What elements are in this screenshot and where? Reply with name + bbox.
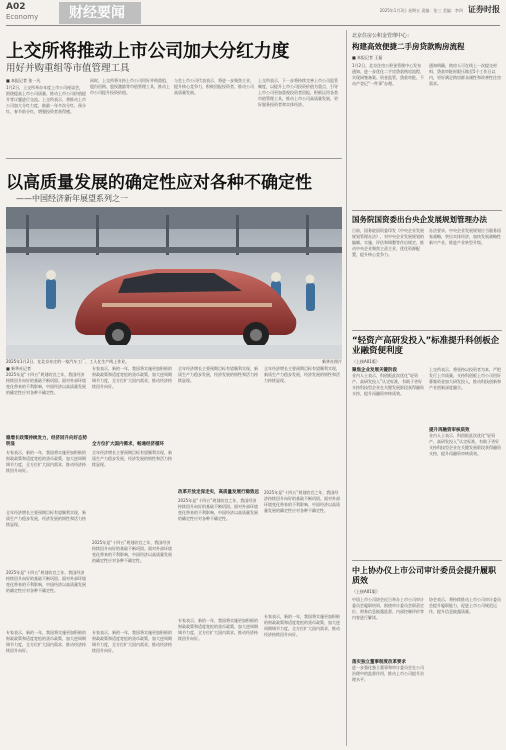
section-label: Economy bbox=[6, 13, 39, 21]
story1-kicker: 北京住房公积金管理中心： bbox=[352, 33, 413, 39]
story3-subhead-1: 聚焦企业发展关键阶段 bbox=[352, 368, 397, 373]
feature-subheadline: ——中国经济新年展望系列之一 bbox=[16, 194, 128, 203]
story-audit-committee bbox=[352, 566, 502, 747]
feature-para-9: 2025年是“十四五”规划收官之年，我国经济持续回升向好的基础不断巩固。面对外部环境变化带来的不利影响，中国经济以高质量发展的确定性应对各种不确定性。 bbox=[178, 498, 258, 521]
story3-dateline: （上接A01版） bbox=[352, 359, 380, 364]
car-factory-image bbox=[6, 207, 342, 359]
story1-byline: ■ 本报记者 王磊 bbox=[352, 55, 383, 60]
story3-para-1: 业内人士表示，科创板此次优化“轻资产、高研发投入”认定标准，有助于更好支持科技型企业在关键发展阶段获得融资支持，提升再融资审核质效。 bbox=[352, 373, 424, 396]
story4-box-title: 落实独立董事制度改革要求 bbox=[352, 660, 406, 665]
feature-para-4: 专家表示，新的一年，我国将实施更加积极的财政政策和适度宽松的货币政策，加大逆周期调节力度，全方位扩大国内需求，推动经济持续回升向好。 bbox=[92, 366, 172, 389]
story-soe-planning bbox=[352, 214, 502, 328]
feature-para-8: 全年经济增长主要预期目标有望顺利实现，新质生产力稳步发展，经济发展的韧性和活力持续显现。 bbox=[178, 366, 258, 383]
story2-para-2: 办法要求，中央企业发展规划应当服务国家战略，突出实体经济，加快发展战略性新兴产业，推进产业转型升级。 bbox=[429, 228, 501, 245]
logo: 证券时报 bbox=[468, 4, 500, 14]
rail-divider-3 bbox=[352, 560, 502, 561]
story1-headline: 构建高效便捷二手房贷款购房流程 bbox=[352, 42, 465, 51]
story2-headline: 国务院国资委出台央企发展规划管理办法 bbox=[352, 215, 487, 224]
photo-credit: 新华社图片 bbox=[322, 359, 342, 364]
story3-subhead-2: 提升再融资审核质效 bbox=[429, 428, 470, 433]
story4-para-1: 中国上市公司协会近日举办上市公司审计委员会履职培训，围绕审计委员会职责定位、财务信息披露监督、内部控制评价等内容进行解读。 bbox=[352, 597, 424, 620]
lead-col-4 bbox=[258, 78, 340, 155]
feature-col-3 bbox=[178, 366, 260, 746]
rail-divider-2 bbox=[352, 330, 502, 331]
section-title: 财经要闻 bbox=[59, 2, 141, 24]
feature-para-13: 专家表示，新的一年，我国将实施更加积极的财政政策和适度宽松的货币政策，加大逆周期调节力度，全方位扩大国内需求，推动经济持续回升向好。 bbox=[264, 614, 340, 637]
feature-para-2: 专家表示，新的一年，我国将实施更加积极的财政政策和适度宽松的货币政策，加大逆周期调节力度，全方位扩大国内需求，推动经济持续回升向好。 bbox=[6, 450, 86, 473]
story3-para-3: 业内人士表示，科创板此次优化“轻资产、高研发投入”认定标准，有助于更好支持科技型企业在关键发展阶段获得融资支持，提升再融资审核质效。 bbox=[429, 433, 501, 456]
lead-para-3: 与会上市公司代表表示，将进一步聚焦主业，提升核心竞争力，积极回报投资者，推动公司高质量发展。 bbox=[174, 78, 254, 95]
lead-headline: 上交所将推动上市公司加大分红力度 bbox=[6, 41, 290, 62]
feature-para-1: 2025年是“十四五”规划收官之年，我国经济持续回升向好的基础不断巩固。面对外部环境变化带来的不利影响，中国经济以高质量发展的确定性应对各种不确定性。 bbox=[6, 372, 86, 395]
lead-col-2 bbox=[90, 78, 170, 155]
story4-box-body: 进一步强化独立董事和审计委员会在公司治理中的监督作用，推动上市公司提升治理水平。 bbox=[352, 665, 424, 682]
story4-dateline: （上接A01版） bbox=[352, 589, 380, 594]
header-rule bbox=[6, 25, 500, 26]
lead-subheadline: 用好并购重组等市值管理工具 bbox=[6, 63, 130, 74]
feature-para-1b: 2025年是“十四五”规划收官之年，我国经济持续回升向好的基础不断巩固。面对外部环境变化带来的不利影响，中国经济以高质量发展的确定性应对各种不确定性。 bbox=[6, 570, 86, 593]
feature-headline: 以高质量发展的确定性应对各种不确定性 bbox=[6, 173, 312, 193]
feature-para-12: 2025年是“十四五”规划收官之年，我国经济持续回升向好的基础不断巩固。面对外部环境变化带来的不利影响，中国经济以高质量发展的确定性应对各种不确定性。 bbox=[264, 490, 340, 513]
story2-para-1: 日前，国务院国资委印发《中央企业发展规划管理办法》，对中央企业发展规划的编制、实施、评估和调整等作出规定，推动中央企业聚焦主责主业，优化资源配置，提升核心竞争力。 bbox=[352, 228, 424, 257]
story3-para-2: 上交所表示，将坚持以投资者为本，严把发行上市质量，支持科创板上市公司用好募集资金加大研发投入，推动科技创新和产业创新深度融合。 bbox=[429, 367, 501, 390]
lead-para-1: 1月2日，上交所举办年度上市公司座谈会，围绕提高上市公司质量、推动上市公司价值提升等议题进行交流。上交所表示，将推动上市公司加大分红力度，鼓励一年多次分红、预分红、春节前分红，增强投资者获得感。 bbox=[6, 85, 86, 114]
feature-para-6: 2025年是“十四五”规划收官之年，我国经济持续回升向好的基础不断巩固。面对外部环境变化带来的不利影响，中国经济以高质量发展的确定性应对各种不确定性。 bbox=[92, 540, 172, 563]
lead-col-3 bbox=[174, 78, 254, 155]
feature-para-10: 专家表示，新的一年，我国将实施更加积极的财政政策和适度宽松的货币政策，加大逆周期调节力度，全方位扩大国内需求，推动经济持续回升向好。 bbox=[178, 618, 258, 641]
lead-para-4: 上交所表示，下一步将持续完善上市公司监管制度，以提升上市公司投资价值为重点，引导上市公司更加重视投资者回报，积极运用各类市值管理工具，推动上市公司高质量发展，更好服务投资者和实体经济。 bbox=[258, 78, 338, 107]
feature-byline: ■ 新华社记者 bbox=[6, 366, 32, 371]
rail-divider-1 bbox=[352, 210, 502, 211]
feature-subhead-2: 全方位扩大国内需求，畅通经济循环 bbox=[92, 442, 164, 447]
feature-subhead-1: 稳增长政策持续发力，经济回升向好态势明显 bbox=[6, 436, 87, 447]
feature-para-11: 全年经济增长主要预期目标有望顺利实现，新质生产力稳步发展，经济发展的韧性和活力持续显现。 bbox=[264, 366, 340, 383]
lead-byline: ■ 本报记者 张一凡 bbox=[6, 78, 41, 83]
feature-col-4 bbox=[264, 366, 342, 746]
story1-para-1: 1月2日，北京住房公积金管理中心发布通知，进一步优化二手房贷款购房流程，实现网签备案、资金监管、贷款审批、不动产登记“一件事”办理。 bbox=[352, 63, 424, 86]
feature-photo bbox=[6, 207, 342, 359]
header-meta bbox=[380, 4, 500, 15]
feature-para-3: 全年经济增长主要预期目标有望顺利实现，新质生产力稳步发展，经济发展的韧性和活力持续显现。 bbox=[6, 510, 86, 527]
story4-para-2: 协会表示，将持续推动上市公司审计委员会提升履职能力，促进上市公司规范运作，提升信息披露质量。 bbox=[429, 597, 501, 614]
feature-para-7: 专家表示，新的一年，我国将实施更加积极的财政政策和适度宽松的货币政策，加大逆周期调节力度，全方位扩大国内需求，推动经济持续回升向好。 bbox=[92, 630, 172, 653]
feature-subhead-3: 改革开放走深走实，高质量发展行稳致远 bbox=[178, 490, 259, 495]
page-code: A02 bbox=[6, 2, 26, 12]
issue-meta: 2025年1月3日 星期五 责编：张三 美编：李四 bbox=[379, 8, 463, 13]
story4-headline: 中上协办仪上市公司审计委员会提升履职质效 bbox=[352, 566, 496, 585]
feature-col-1 bbox=[6, 366, 88, 746]
photo-caption bbox=[6, 359, 342, 365]
lead-col-1 bbox=[6, 85, 86, 155]
feature-col-2 bbox=[92, 366, 174, 746]
story1-para-2: 通知明确，购房人可在线上一次提交材料，贷款审批时限压缩至5个工作日以内，更好满足购房群众刚性和改善性住房需求。 bbox=[429, 63, 501, 86]
story3-headline: “轻资产高研发投入”标准提升科创板企业融资便利度 bbox=[352, 336, 500, 356]
caption-text: 2025年1月2日，在北京亦庄的一家汽车工厂，工人在生产线上作业。 bbox=[6, 359, 130, 364]
story-star-market bbox=[352, 336, 502, 483]
rail-divider bbox=[346, 30, 347, 746]
lead-para-2: 同时，上交所将支持上市公司用好并购重组、股份回购、股权激励等市值管理工具，推动上市公司提升投资价值。 bbox=[90, 78, 170, 95]
feature-para-5: 全年经济增长主要预期目标有望顺利实现，新质生产力稳步发展，经济发展的韧性和活力持续显现。 bbox=[92, 450, 172, 467]
story-housing-fund bbox=[352, 32, 502, 193]
feature-para-2b: 专家表示，新的一年，我国将实施更加积极的财政政策和适度宽松的货币政策，加大逆周期调节力度，全方位扩大国内需求，推动经济持续回升向好。 bbox=[6, 630, 86, 653]
section-divider bbox=[6, 158, 342, 159]
